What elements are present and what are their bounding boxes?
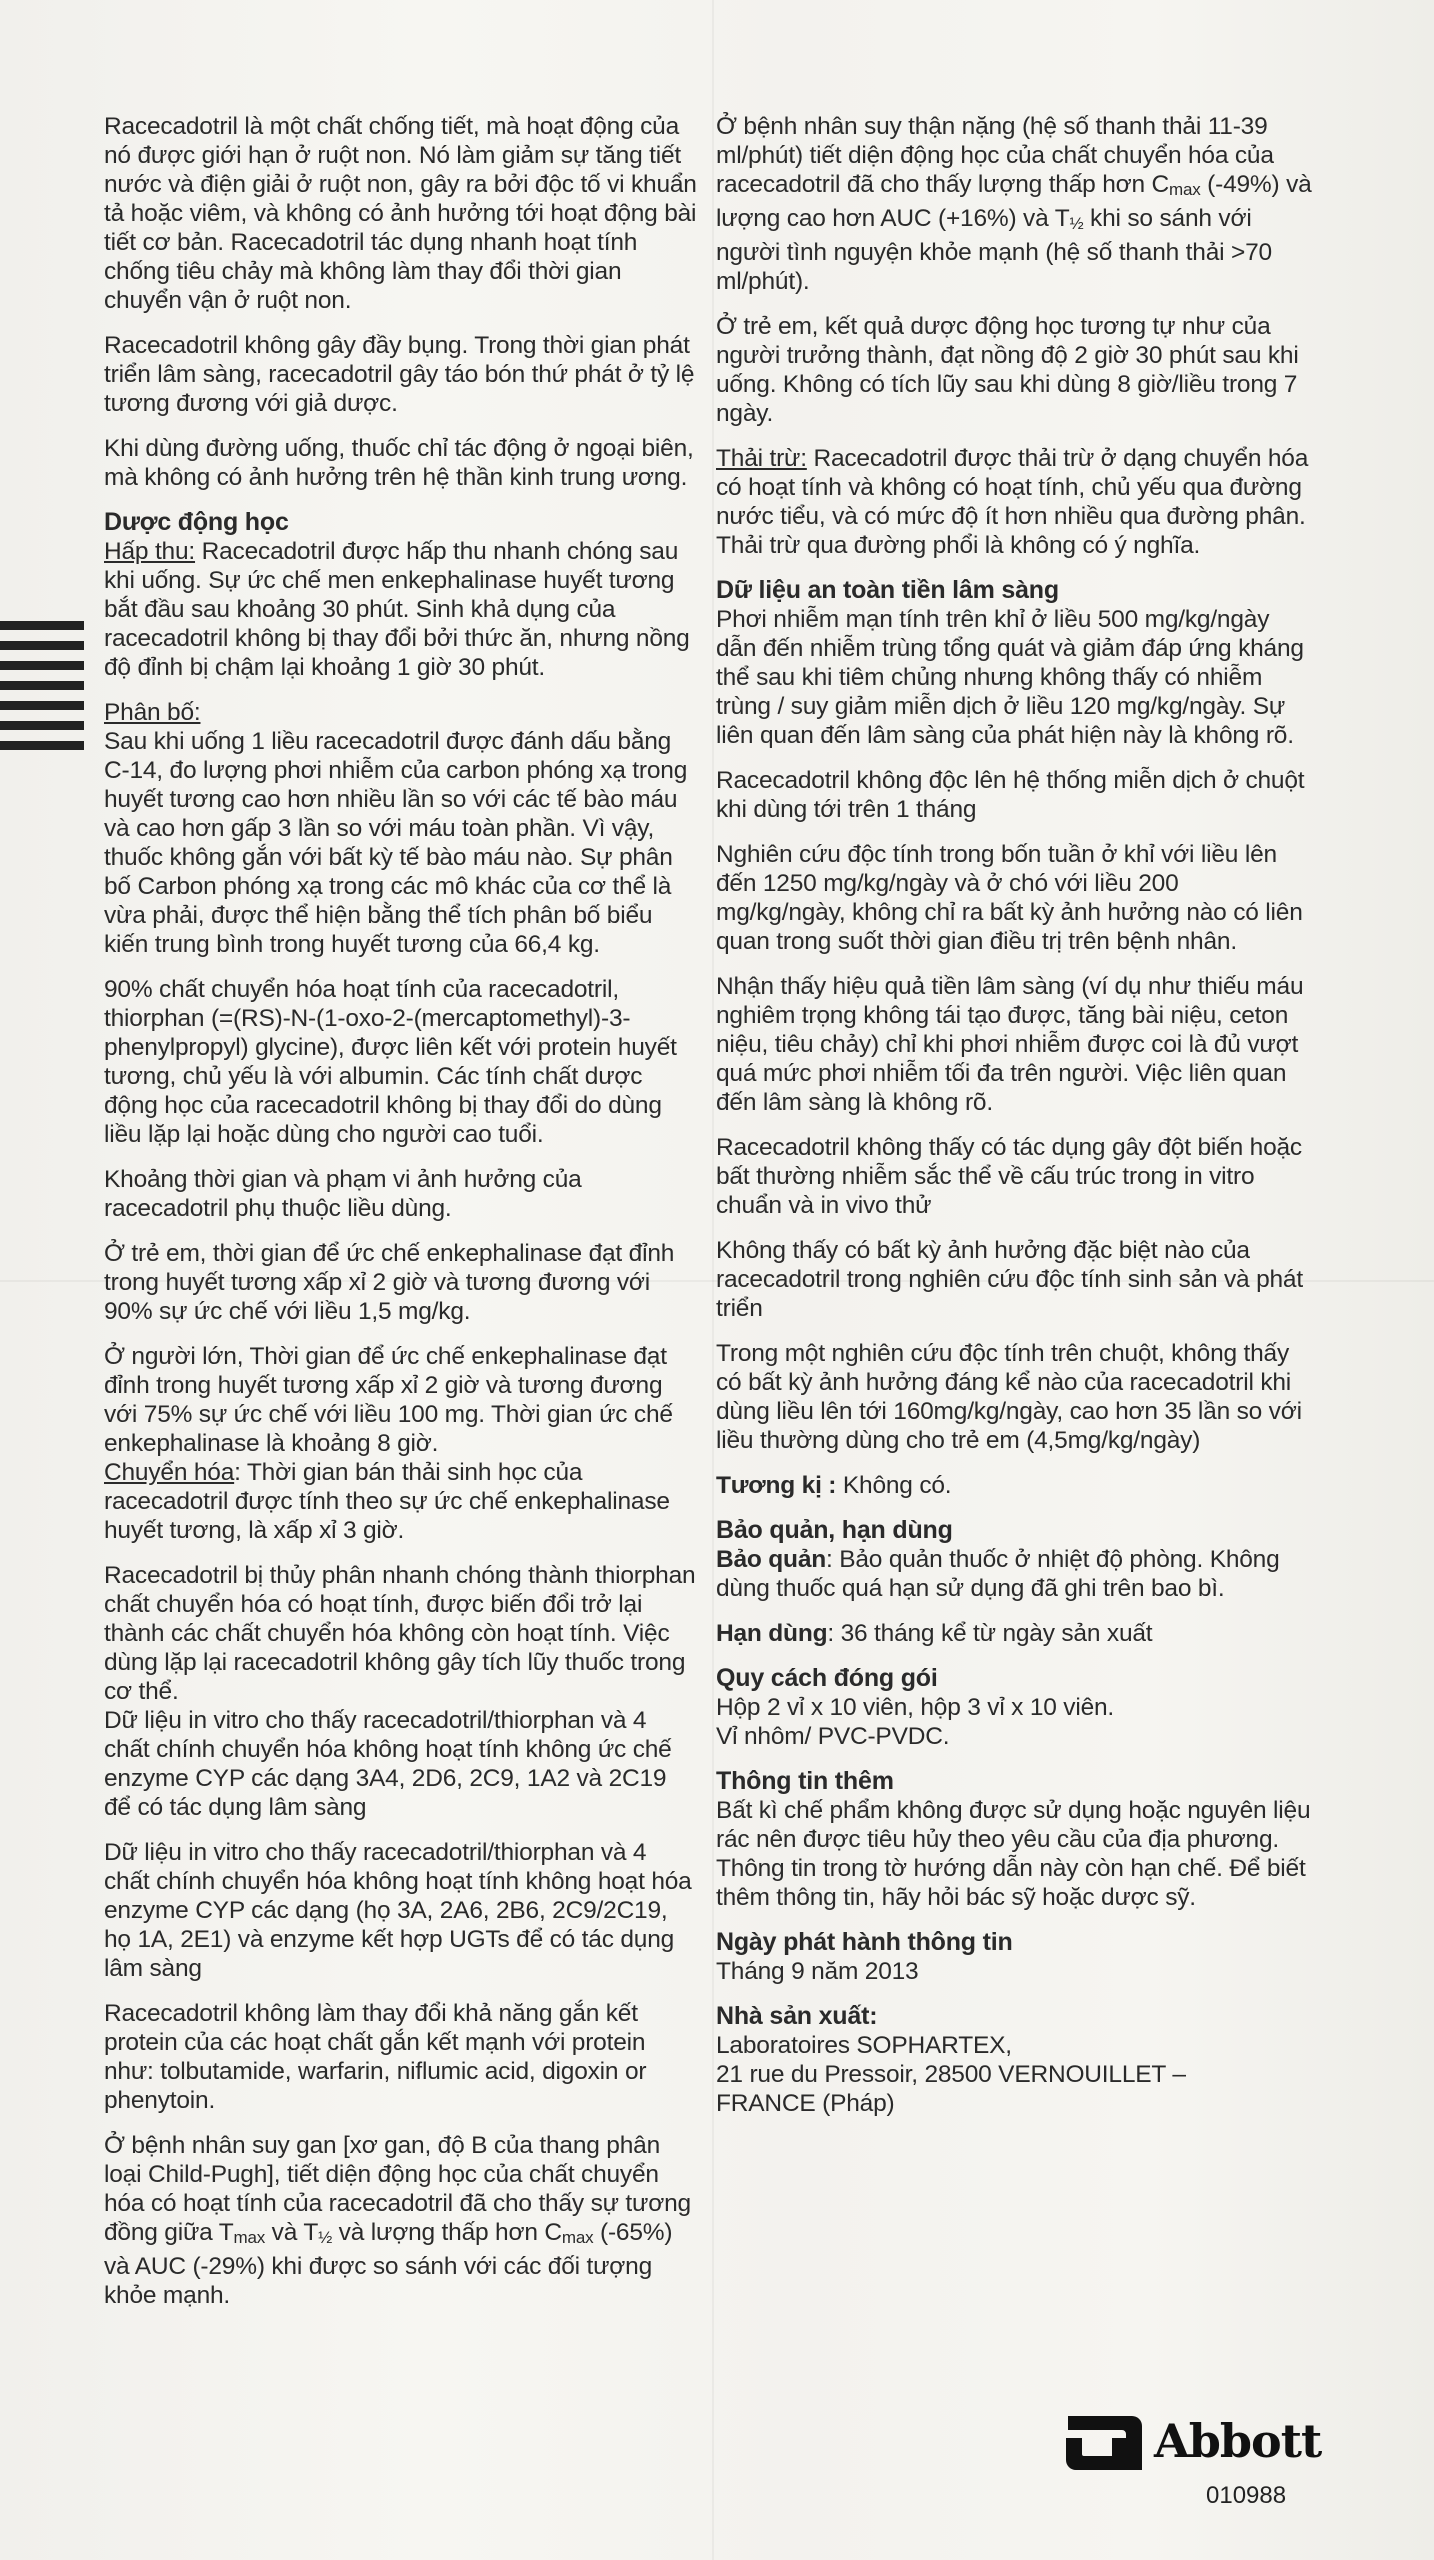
release-date-heading: Ngày phát hành thông tin — [716, 1928, 1013, 1956]
registration-bar — [0, 701, 84, 710]
expiry-label: Hạn dùng — [716, 1620, 828, 1647]
hepatic-impairment-paragraph — [104, 2131, 698, 2310]
metabolism-paragraph — [104, 1458, 698, 1545]
invitro-induction-paragraph: Dữ liệu in vitro cho thấy racecadotril/thiorphan và 4 chất chính chuyển hóa không hoạt tính không hoạt hóa enzyme CYP các dạng (họ 3A, 2A6, 2B6, 2C9/2C19, họ 1A, 2E1) và enzyme kết hợp UGTs để có tác dụng lâm sàng — [104, 1839, 692, 1982]
document-code: 010988 — [1206, 2482, 1287, 2509]
storage-label: Bảo quản — [716, 1546, 827, 1573]
distribution-label: Phân bố: — [104, 699, 201, 726]
hepatic-text-c: và lượng thấp hơn C — [332, 2219, 562, 2246]
consult-paragraph: Thông tin trong tờ hướng dẫn này còn hạn chế. Để biết thêm thông tin, hãy hỏi bác sỹ hoặc dược sỹ. — [716, 1855, 1306, 1911]
storage-heading: Bảo quản, hạn dùng — [716, 1516, 953, 1544]
packaging-line-1: Hộp 2 vỉ x 10 viên, hộp 3 vỉ x 10 viên. — [716, 1694, 1115, 1721]
metabolism-text: : Thời gian bán thải sinh học của racecadotril được tính theo sự ức chế enkephalinase huyết tương, là xấp xỉ 3 giờ. — [104, 1459, 670, 1544]
tmax-subscript: max — [233, 2228, 266, 2247]
chronic-exposure-paragraph: Phơi nhiễm mạn tính trên khỉ ở liều 500 mg/kg/ngày dẫn đến nhiễm trùng tổng quát và giảm đáp ứng kháng thể sau khi tiêm chủng nhưng không thấy có nhiễm trùng / suy giảm miễn dịch ở liều 120 mg/kg/ngày. Sự liên quan đến lâm sàng của phát hiện này là không rõ. — [716, 606, 1304, 749]
peripheral-paragraph: Khi dùng đường uống, thuốc chỉ tác động ở ngoại biên, mà không có ảnh hưởng trên hệ thần kinh trung ương. — [104, 435, 694, 491]
expiry-text: : 36 tháng kể từ ngày sản xuất — [827, 1620, 1153, 1647]
protein-binding-paragraph: Racecadotril không làm thay đổi khả năng gắn kết protein của các hoạt chất gắn kết mạnh với protein như: tolbutamide, warfarin, niflumic acid, digoxin or phenytoin. — [104, 2000, 647, 2114]
incompatibility-line — [716, 1471, 1312, 1500]
release-date-text: Tháng 9 năm 2013 — [716, 1958, 919, 1985]
hepatic-text-a: Ở bệnh nhân suy gan [xơ gan, độ B của thang phân loại Child-Pugh], tiết diện động học của chất chuyển hóa có hoạt tính của racecadotril đã cho thấy sự tương đồng giữa T — [104, 2132, 691, 2246]
additional-info-heading: Thông tin thêm — [716, 1767, 894, 1795]
immune-paragraph: Racecadotril không độc lên hệ thống miễn dịch ở chuột khi dùng tới trên 1 tháng — [716, 767, 1305, 823]
invitro-inhibition-paragraph: Dữ liệu in vitro cho thấy racecadotril/thiorphan và 4 chất chính chuyển hóa không hoạt tính không ức chế enzyme CYP các dạng 3A4, 2D6, 2C9, 1A2 và 2C19 để có tác dụng lâm sàng — [104, 1707, 672, 1821]
four-week-toxicity-paragraph: Nghiên cứu độc tính trong bốn tuần ở khỉ với liều lên đến 1250 mg/kg/ngày và ở chó với liều 200 mg/kg/ngày, không chỉ ra bất kỳ ảnh hưởng nào có liên quan trong suốt thời gian điều trị trên bệnh nhân. — [716, 841, 1303, 955]
metabolite-binding-paragraph: 90% chất chuyển hóa hoạt tính của racecadotril, thiorphan (=(RS)-N-(1-oxo-2-(mercaptomethyl)-3-phenylpropyl) glycine), được liên kết với protein huyết tương, chủ yếu là với albumin. Các tính chất dược động học của racecadotril không bị thay đổi do dùng liều lặp lại hoặc dùng cho người cao tuổi. — [104, 976, 677, 1148]
storage-paragraph — [716, 1545, 1312, 1603]
hepatic-text-d: (-65%) và AUC (-29%) khi được so sánh với các đối tượng khỏe mạnh. — [104, 2219, 673, 2309]
hepatic-text-b: và T — [265, 2219, 319, 2246]
bloating-paragraph: Racecadotril không gây đầy bụng. Trong thời gian phát triển lâm sàng, racecadotril gây táo bón thứ phát ở tỷ lệ tương đương với giả dược. — [104, 332, 695, 417]
thalf-subscript: ½ — [318, 2228, 333, 2247]
children-inhibition-paragraph: Ở trẻ em, thời gian để ức chế enkephalinase đạt đỉnh trong huyết tương xấp xỉ 2 giờ và tương đương với 90% sự ức chế với liều 1,5 mg/kg. — [104, 1240, 675, 1325]
absorption-paragraph — [104, 537, 698, 682]
thalf-subscript: ½ — [1069, 214, 1084, 233]
manufacturer-heading: Nhà sản xuất: — [716, 2002, 878, 2030]
elimination-text: Racecadotril được thải trừ ở dạng chuyển hóa có hoạt tính và không có hoạt tính, chủ yếu qua đường nước tiểu, và có mức độ ít hơn nhiều qua đường phân. Thải trừ qua đường phổi là không có ý nghĩa. — [716, 445, 1309, 559]
duration-paragraph: Khoảng thời gian và phạm vi ảnh hưởng của racecadotril phụ thuộc liều dùng. — [104, 1166, 582, 1222]
manufacturer-line-1: Laboratoires SOPHARTEX, — [716, 2032, 1012, 2059]
metabolism-label: Chuyển hóa — [104, 1459, 235, 1486]
elimination-paragraph — [716, 444, 1312, 560]
renal-text-c: khi so sánh với người tình nguyện khỏe mạnh (hệ số thanh thải >70 ml/phút). — [716, 205, 1272, 295]
renal-text-a: Ở bệnh nhân suy thận nặng (hệ số thanh thải 11-39 ml/phút) tiết diện động học của chất chuyển hóa của racecadotril đã cho thấy lượng thấp hơn C — [716, 113, 1274, 198]
brand-name: Abbott — [1154, 2414, 1322, 2468]
registration-bar — [0, 741, 84, 750]
packaging-line-2: Vỉ nhôm/ PVC-PVDC. — [716, 1723, 950, 1750]
registration-bar — [0, 681, 84, 690]
cmax-subscript: max — [561, 2228, 594, 2247]
abbott-symbol-icon — [1062, 2412, 1146, 2474]
manufacturer-line-2: 21 rue du Pressoir, 28500 VERNOUILLET – — [716, 2061, 1186, 2088]
left-column — [104, 112, 698, 2326]
rat-study-paragraph: Trong một nghiên cứu độc tính trên chuột, không thấy có bất kỳ ảnh hưởng đáng kể nào của racecadotril khi dùng liều lên tới 160mg/kg/ngày, cao hơn 35 lần so với liều thường dùng cho trẻ em (4,5mg/kg/ngày) — [716, 1340, 1302, 1454]
elimination-label: Thải trừ: — [716, 445, 807, 472]
reproductive-paragraph: Không thấy có bất kỳ ảnh hưởng đặc biệt nào của racecadotril trong nghiên cứu độc tính sinh sản và phát triển — [716, 1237, 1303, 1322]
storage-text: : Bảo quản thuốc ở nhiệt độ phòng. Không dùng thuốc quá hạn sử dụng đã ghi trên bao bì. — [716, 1546, 1280, 1602]
print-registration-bars — [0, 621, 84, 761]
absorption-label: Hấp thu: — [104, 538, 196, 565]
packaging-heading: Quy cách đóng gói — [716, 1664, 938, 1692]
renal-text-b: (-49%) và lượng cao hơn AUC (+16%) và T — [716, 171, 1312, 232]
distribution-label-line — [104, 698, 698, 727]
registration-bar — [0, 621, 84, 630]
disposal-paragraph: Bất kì chế phẩm không được sử dụng hoặc nguyên liệu rác nên được tiêu hủy theo yêu cầu của địa phương. — [716, 1797, 1311, 1853]
absorption-text: Racecadotril được hấp thu nhanh chóng sau khi uống. Sự ức chế men enkephalinase huyết tương bắt đầu sau khoảng 30 phút. Sinh khả dụng của racecadotril không bị thay đổi bởi thức ăn, nhưng nồng độ đỉnh bị chậm lại khoảng 1 giờ 30 phút. — [104, 538, 690, 681]
preclinical-heading: Dữ liệu an toàn tiền lâm sàng — [716, 576, 1059, 604]
renal-impairment-paragraph — [716, 112, 1312, 296]
children-pk-paragraph: Ở trẻ em, kết quả dược động học tương tự như của người trưởng thành, đạt nồng độ 2 giờ 30 phút sau khi uống. Không có tích lũy sau khi dùng 8 giờ/liều trong 7 ngày. — [716, 313, 1299, 427]
incompatibility-text: Không có. — [836, 1472, 952, 1499]
right-column — [716, 112, 1312, 2118]
abbott-logo — [1062, 2410, 1322, 2476]
expiry-line — [716, 1619, 1312, 1648]
intro-paragraph: Racecadotril là một chất chống tiết, mà hoạt động của nó được giới hạn ở ruột non. Nó làm giảm sự tăng tiết nước và điện giải ở ruột non, gây ra bởi độc tố vi khuẩn tả hoặc viêm, và không có ảnh hưởng tới hoạt động bài tiết cơ bản. Racecadotril tác dụng nhanh hoạt tính chống tiêu chảy mà không làm thay đổi thời gian chuyển vận ở ruột non. — [104, 113, 697, 314]
preclinical-effects-paragraph: Nhận thấy hiệu quả tiền lâm sàng (ví dụ như thiếu máu nghiêm trọng không tái tạo được, tăng bài niệu, ceton niệu, tiêu chảy) chỉ khi phơi nhiễm được coi là đủ vượt quá mức phơi nhiễm tối đa trên người. Việc liên quan đến lâm sàng là không rõ. — [716, 973, 1304, 1116]
pharmacokinetics-heading: Dược động học — [104, 508, 289, 536]
distribution-paragraph: Sau khi uống 1 liều racecadotril được đánh dấu bằng C-14, đo lượng phơi nhiễm của carbon phóng xạ trong huyết tương cao hơn nhiều lần so với các tế bào máu và cao hơn gấp 3 lần so với máu toàn phần. Vì vậy, thuốc không gắn với bất kỳ tế bào máu nào. Sự phân bố Carbon phóng xạ trong các mô khác của cơ thể là vừa phải, được thể hiện bằng thể tích phân bố biểu kiến trung bình trong huyết tương của 66,4 kg. — [104, 728, 688, 958]
mutagenicity-paragraph: Racecadotril không thấy có tác dụng gây đột biến hoặc bất thường nhiễm sắc thể về cấu trúc trong in vitro chuẩn và in vivo thử — [716, 1134, 1302, 1219]
registration-bar — [0, 721, 84, 730]
cmax-subscript: max — [1169, 180, 1201, 199]
registration-bar — [0, 641, 84, 650]
registration-bar — [0, 661, 84, 670]
manufacturer-line-3: FRANCE (Pháp) — [716, 2090, 895, 2117]
incompatibility-label: Tương kị : — [716, 1472, 837, 1499]
adult-inhibition-paragraph: Ở người lớn, Thời gian để ức chế enkephalinase đạt đỉnh trong huyết tương xấp xỉ 2 giờ và tương đương với 75% sự ức chế với liều 100 mg. Thời gian ức chế enkephalinase là khoảng 8 giờ. — [104, 1343, 673, 1457]
hydrolysis-paragraph: Racecadotril bị thủy phân nhanh chóng thành thiorphan chất chuyển hóa có hoạt tính, được biến đổi trở lại thành các chất chuyển hóa không còn hoạt tính. Việc dùng lặp lại racecadotril không gây tích lũy thuốc trong cơ thể. — [104, 1562, 696, 1705]
